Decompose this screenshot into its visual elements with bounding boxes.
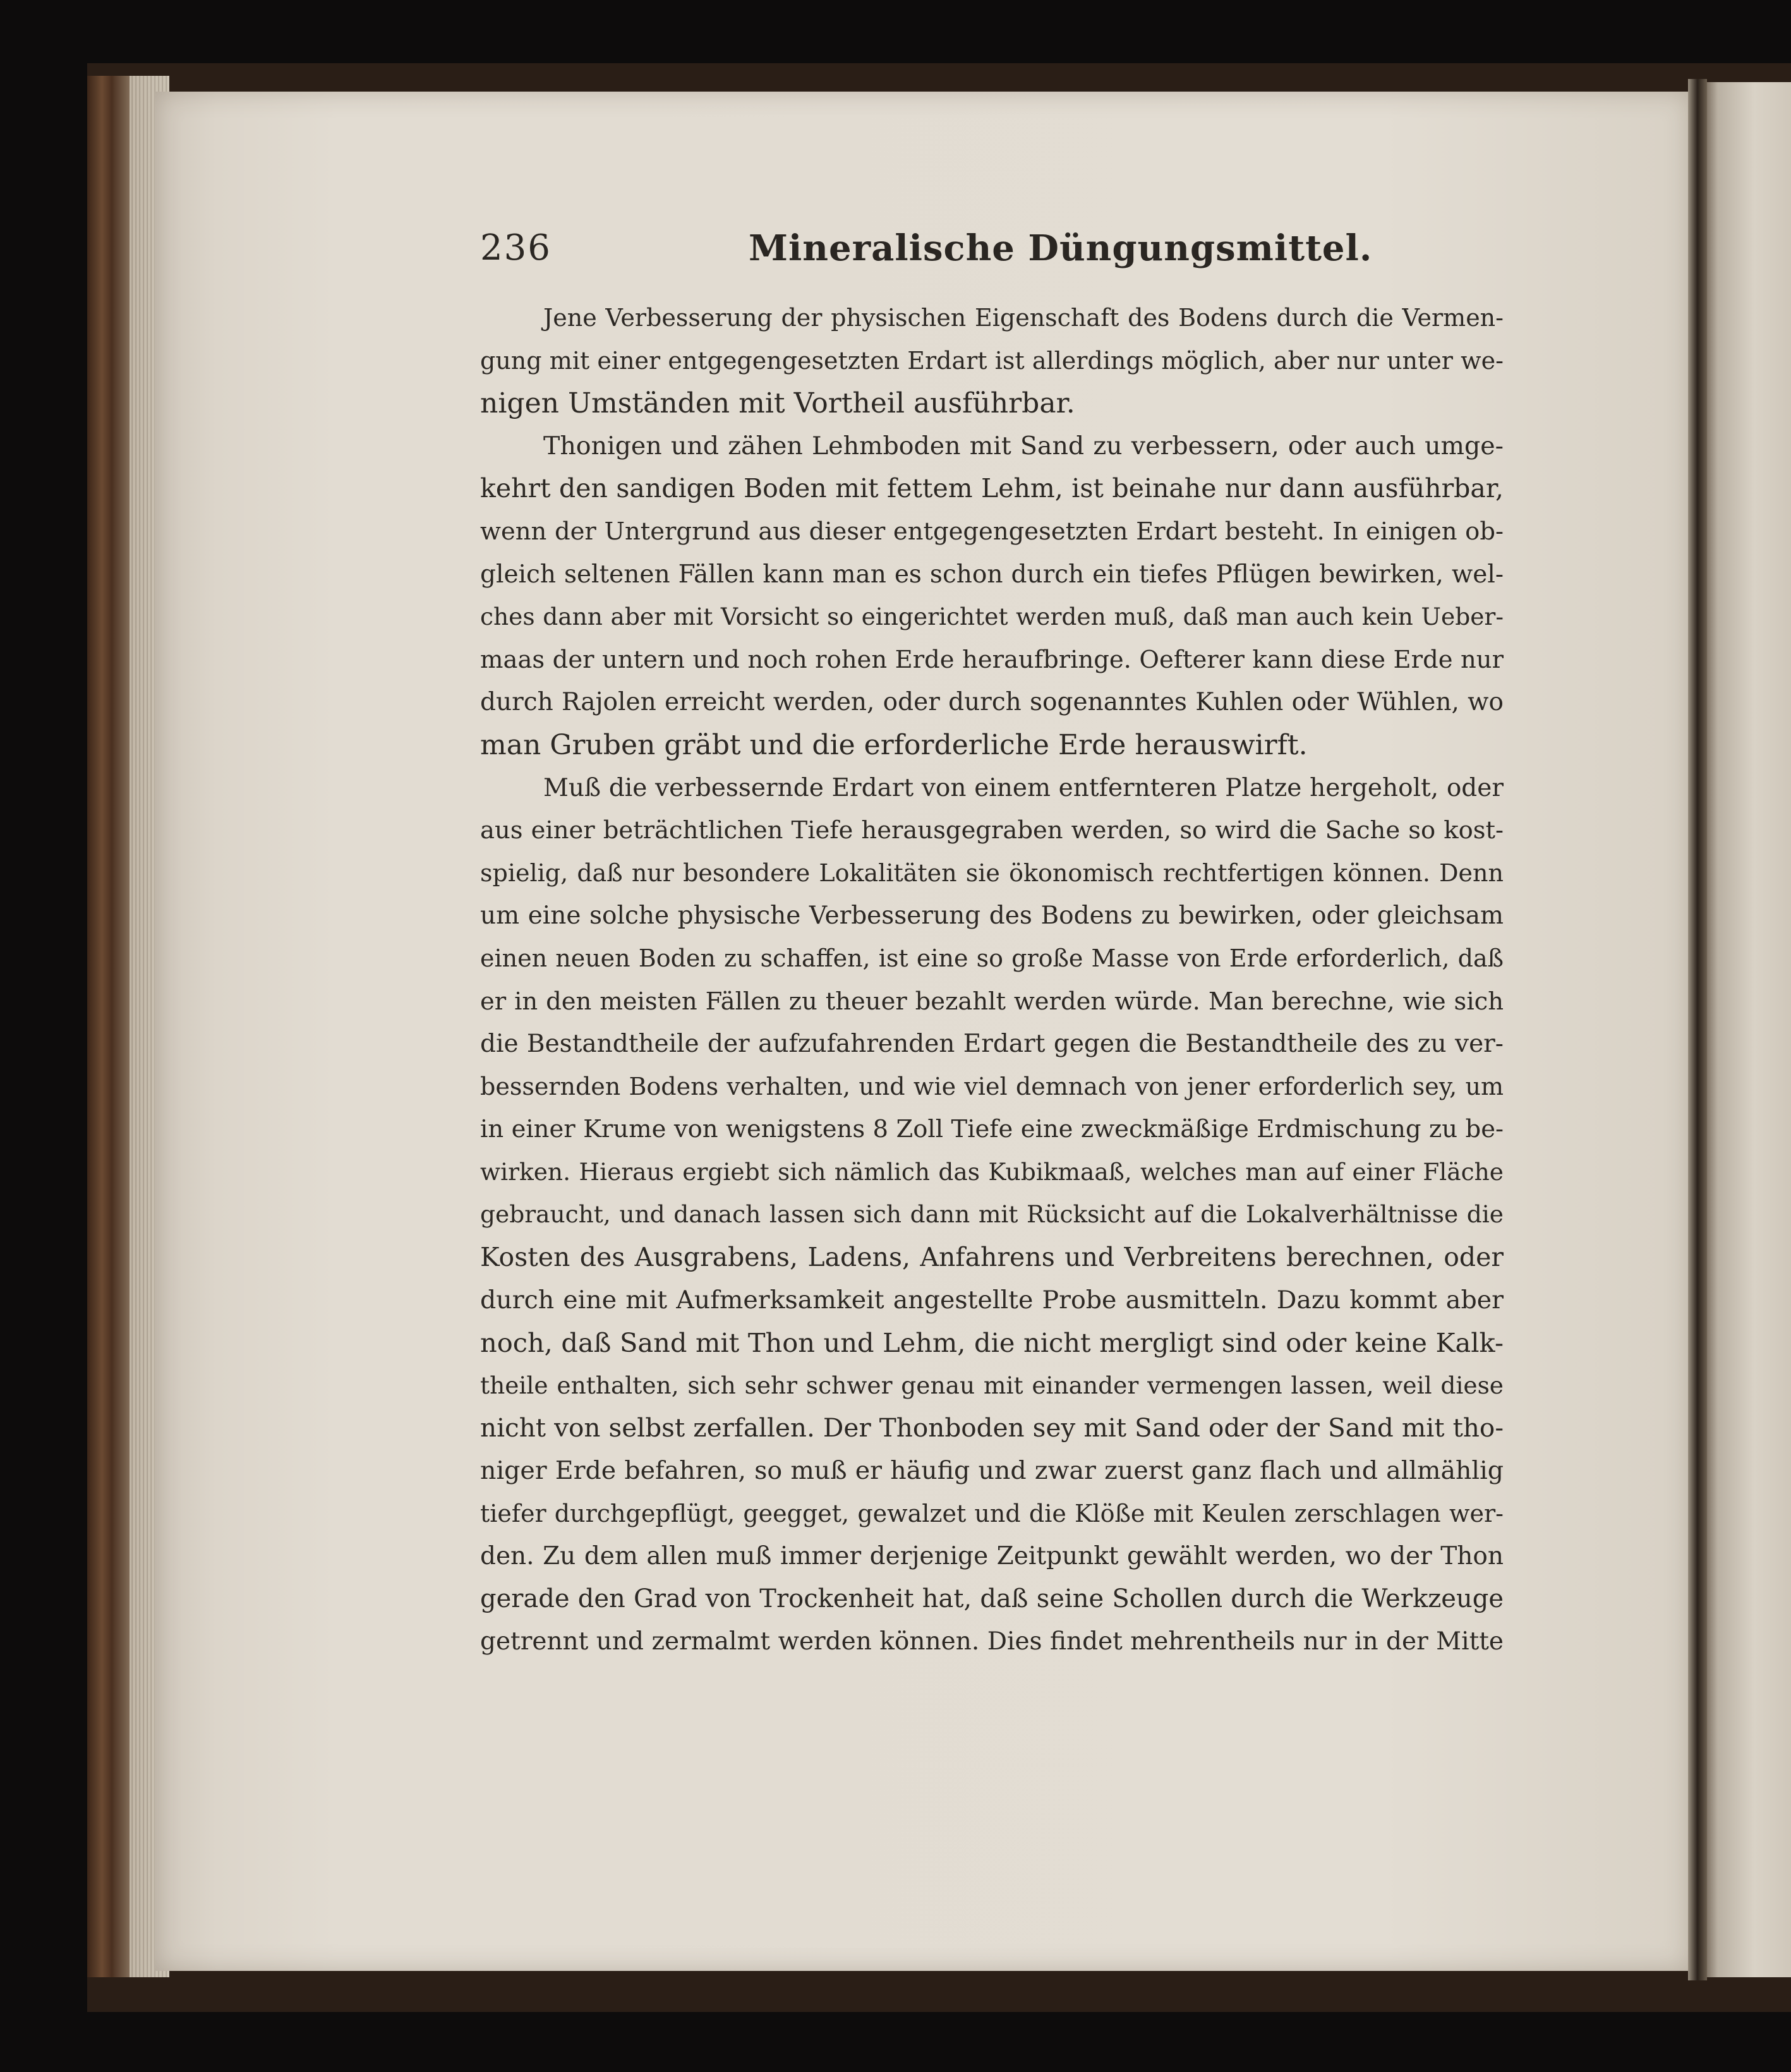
text-line: bessernden Bodens verhalten, und wie viel demnach von jener erforderlich sey, um xyxy=(480,1072,1504,1100)
text-line: einen neuen Boden zu schaffen, ist eine so große Masse von Erde erforderlich, daß xyxy=(480,944,1504,972)
page-body-text xyxy=(480,297,1504,1663)
text-line: man Gruben gräbt und die erforderliche Erde herauswirft. xyxy=(480,728,1308,761)
text-line: wenn der Untergrund aus dieser entgegengesetzten Erdart besteht. In einigen ob- xyxy=(480,517,1504,546)
text-line: spielig, daß nur besondere Lokalitäten sie ökonomisch rechtfertigen können. Denn xyxy=(480,858,1504,887)
text-line: maas der untern und noch rohen Erde heraufbringe. Oefterer kann diese Erde nur xyxy=(480,645,1504,674)
text-line: durch Rajolen erreicht werden, oder durch sogenanntes Kuhlen oder Wühlen, wo xyxy=(480,688,1504,717)
text-line: Kosten des Ausgrabens, Ladens, Anfahrens und Verbreitens berechnen, oder xyxy=(480,1242,1504,1273)
book-gutter xyxy=(1688,79,1707,1980)
text-line: in einer Krume von wenigstens 8 Zoll Tiefe eine zweckmäßige Erdmischung zu be- xyxy=(480,1115,1504,1144)
text-line: er in den meisten Fällen zu theuer bezahlt werden würde. Man berechne, wie sich xyxy=(480,987,1504,1016)
text-line: kehrt den sandigen Boden mit fettem Lehm, ist beinahe nur dann ausführbar, xyxy=(480,473,1504,504)
text-line: ches dann aber mit Vorsicht so eingerichtet werden muß, daß man auch kein Ueber- xyxy=(480,603,1504,631)
text-line: Thonigen und zähen Lehmboden mit Sand zu verbessern, oder auch umge- xyxy=(543,431,1504,461)
text-line: wirken. Hieraus ergiebt sich nämlich das Kubikmaaß, welches man auf einer Fläche xyxy=(480,1157,1504,1186)
facing-page xyxy=(1699,82,1791,1977)
text-line: um eine solche physische Verbesserung des Bodens zu bewirken, oder gleichsam xyxy=(480,901,1504,931)
text-line: getrennt und zermalmt werden können. Dies findet mehrentheils nur in der Mitte xyxy=(480,1627,1504,1656)
text-line: gleich seltenen Fällen kann man es schon durch ein tiefes Pflügen bewirken, wel- xyxy=(480,560,1504,589)
text-line: durch eine mit Aufmerksamkeit angestellte Probe ausmitteln. Dazu kommt aber xyxy=(480,1285,1504,1315)
text-line: gebraucht, und danach lassen sich dann mit Rücksicht auf die Lokalverhältnisse die xyxy=(480,1200,1504,1229)
text-line: nicht von selbst zerfallen. Der Thonboden sey mit Sand oder der Sand mit tho- xyxy=(480,1412,1504,1443)
text-line: den. Zu dem allen muß immer derjenige Zeitpunkt gewählt werden, wo der Thon xyxy=(480,1542,1504,1571)
text-line: Jene Verbesserung der physischen Eigenschaft des Bodens durch die Vermen- xyxy=(543,304,1504,332)
running-title: Mineralische Düngungsmittel. xyxy=(749,227,1373,269)
text-line: theile enthalten, sich sehr schwer genau mit einander vermengen lassen, weil diese xyxy=(480,1371,1504,1399)
page-header xyxy=(480,227,1680,284)
text-line: die Bestandtheile der aufzufahrenden Erdart gegen die Bestandtheile des zu ver- xyxy=(480,1030,1504,1059)
page-number: 236 xyxy=(480,227,552,268)
text-line: tiefer durchgepflügt, geegget, gewalzet und die Klöße mit Keulen zerschlagen wer- xyxy=(480,1499,1504,1527)
text-line: gung mit einer entgegengesetzten Erdart ist allerdings möglich, aber nur unter we- xyxy=(480,346,1504,375)
text-line: aus einer beträchtlichen Tiefe herausgegraben werden, so wird die Sache so kost- xyxy=(480,816,1504,845)
text-line: nigen Umständen mit Vortheil ausführbar. xyxy=(480,387,1075,420)
text-line: Muß die verbessernde Erdart von einem entfernteren Platze hergeholt, oder xyxy=(543,773,1504,802)
text-line: noch, daß Sand mit Thon und Lehm, die nicht mergligt sind oder keine Kalk- xyxy=(480,1327,1504,1359)
text-line: gerade den Grad von Trockenheit hat, daß seine Schollen durch die Werkzeuge xyxy=(480,1584,1504,1613)
text-line: niger Erde befahren, so muß er häufig und zwar zuerst ganz flach und allmählig xyxy=(480,1456,1504,1486)
